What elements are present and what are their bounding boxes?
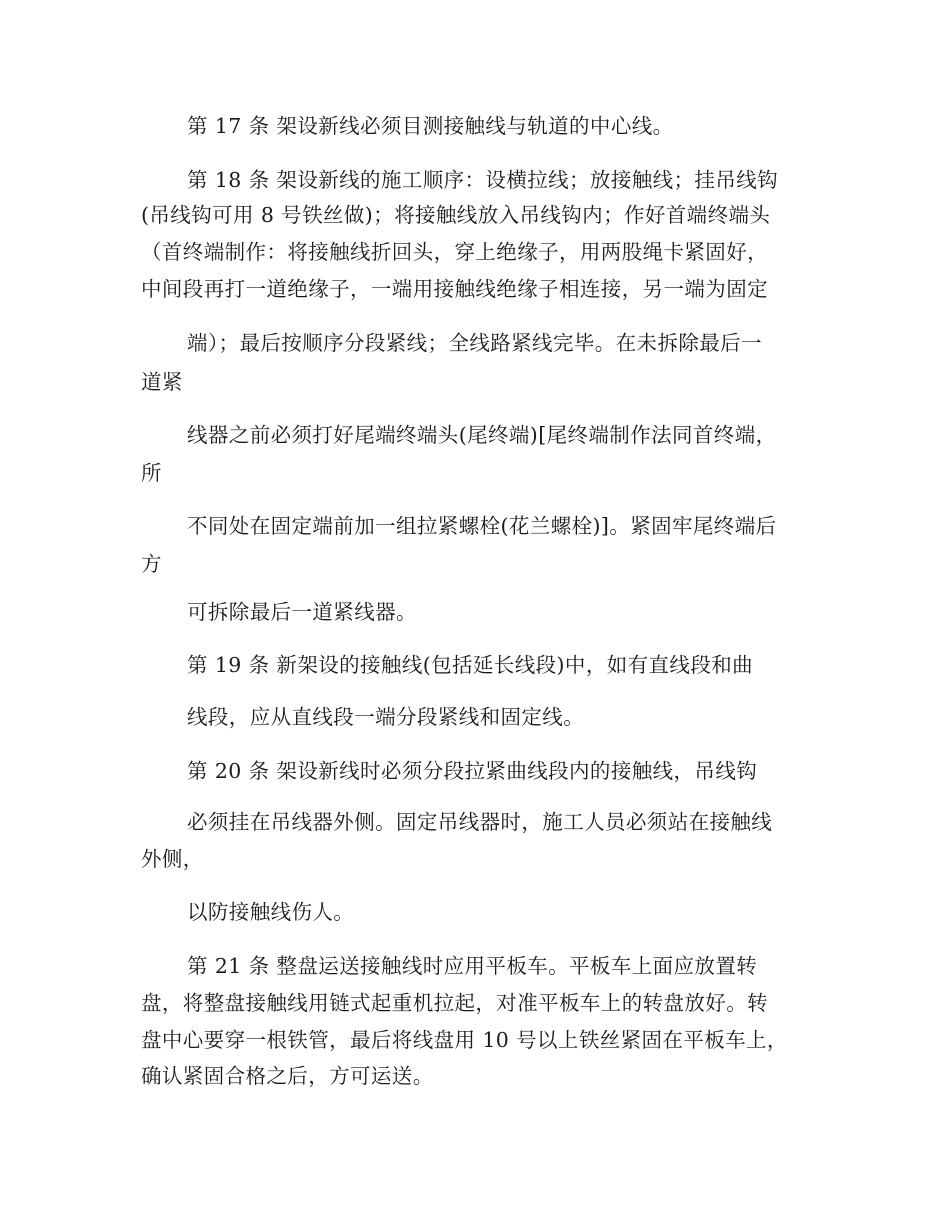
article-20-line-3: 外侧， (141, 847, 204, 871)
article-21-line-4: 确认紧固合格之后，方可运送。 (141, 1064, 434, 1088)
article-18-line-4: 中间段再打一道绝缘子，一端用接触线绝缘子相连接，另一端为固定 (141, 277, 768, 301)
article-20-line-4: 以防接触线伤人。 (187, 900, 355, 924)
article-20-line-1: 第 20 条 架设新线时必须分段拉紧曲线段内的接触线，吊线钩 (187, 759, 758, 783)
article-18-line-3: （首终端制作：将接触线折回头，穿上绝缘子，用两股绳卡紧固好， (141, 240, 768, 264)
article-21-line-3: 盘中心要穿一根铁管，最后将线盘用 10 号以上铁丝紧固在平板车上， (141, 1028, 788, 1052)
article-18-line-9: 不同处在固定端前加一组拉紧螺栓(花兰螺栓)]。紧固牢尾终端后 (187, 514, 777, 538)
article-18-line-7: 线器之前必须打好尾端终端头(尾终端)[尾终端制作法同首终端， (187, 423, 777, 447)
article-18-line-10: 方 (141, 552, 162, 576)
article-18-line-11: 可拆除最后一道紧线器。 (187, 600, 417, 624)
article-17-line-1: 第 17 条 架设新线必须目测接触线与轨道的中心线。 (187, 114, 674, 138)
article-21-line-1: 第 21 条 整盘运送接触线时应用平板车。平板车上面应放置转 (187, 954, 758, 978)
article-20-line-2: 必须挂在吊线器外侧。固定吊线器时，施工人员必须站在接触线 (187, 810, 773, 834)
article-18-line-8: 所 (141, 461, 162, 485)
article-18-line-5: 端）；最后按顺序分段紧线；全线路紧线完毕。在未拆除最后一 (187, 331, 762, 355)
article-18-line-6: 道紧 (141, 370, 183, 394)
article-19-line-1: 第 19 条 新架设的接触线(包括延长线段)中，如有直线段和曲 (187, 653, 754, 677)
article-19-line-2: 线段，应从直线段一端分段紧线和固定线。 (187, 705, 585, 729)
article-21-line-2: 盘，将整盘接触线用链式起重机拉起，对准平板车上的转盘放好。转 (141, 991, 768, 1015)
article-18-line-2: (吊线钩可用 8 号铁丝做)；将接触线放入吊线钩内；作好首端终端头 (141, 203, 771, 227)
article-18-line-1: 第 18 条 架设新线的施工顺序：设横拉线；放接触线；挂吊线钩 (187, 168, 779, 192)
